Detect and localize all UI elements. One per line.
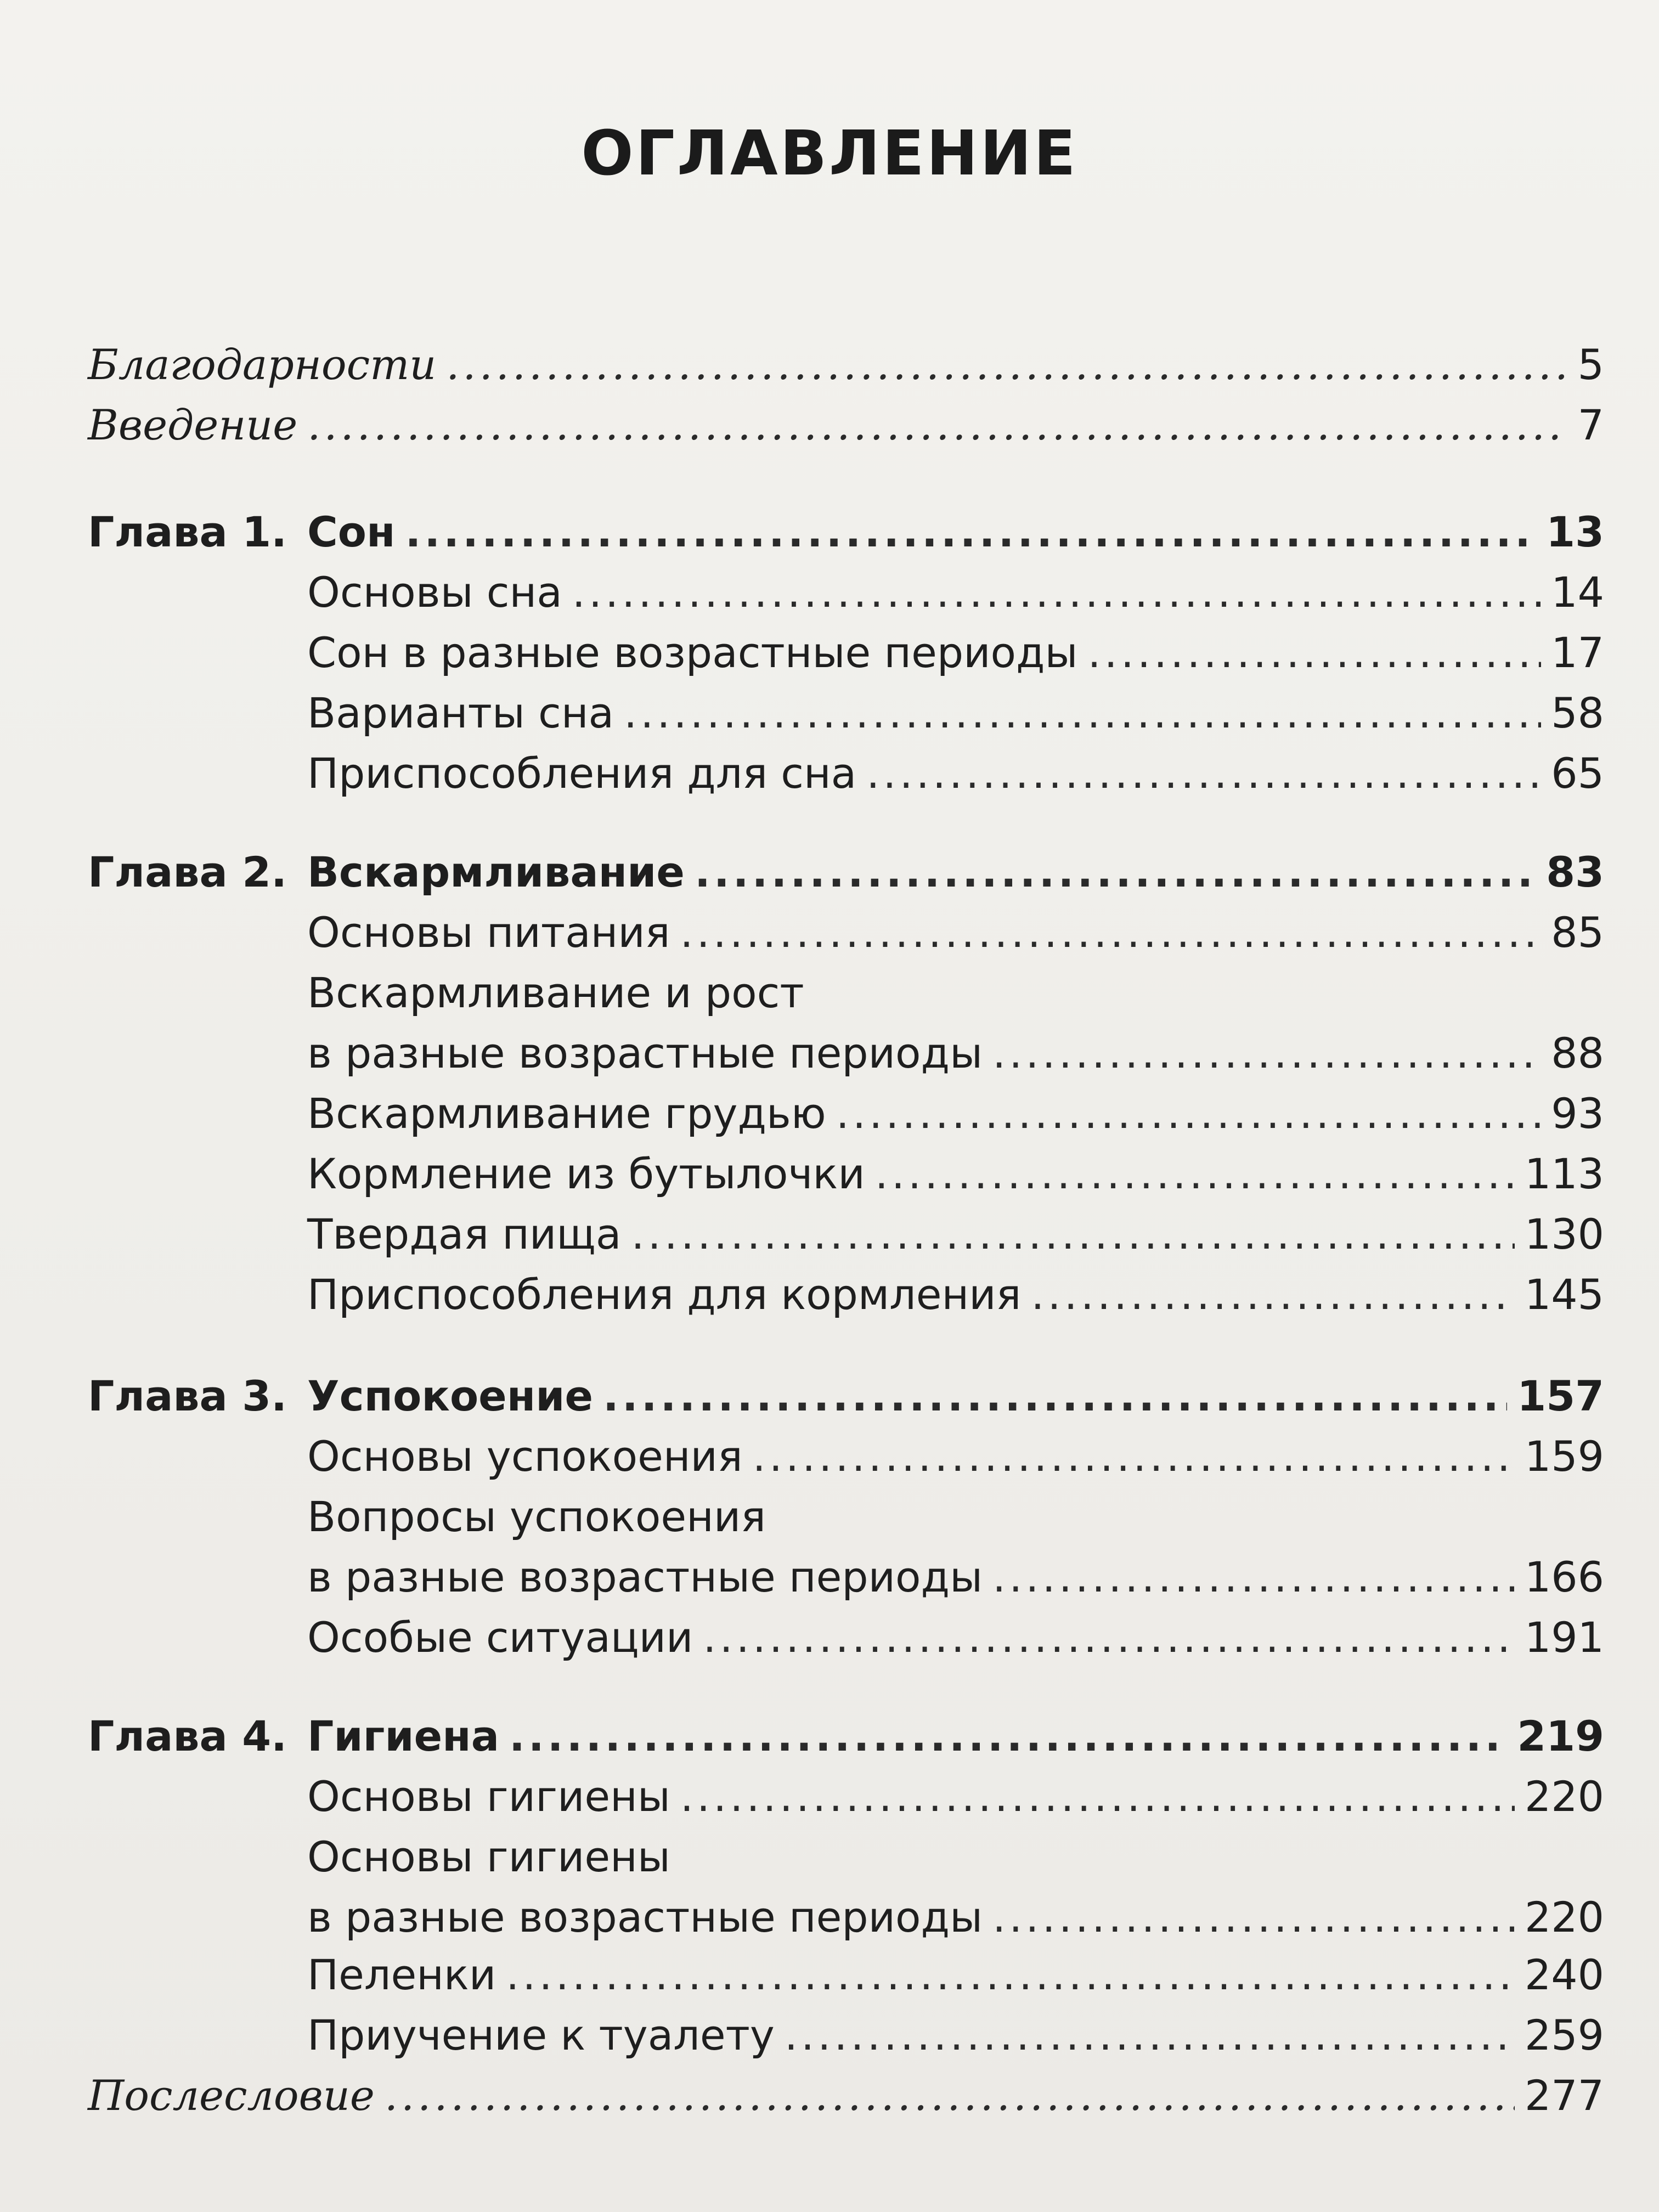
section-title: Приспособления для сна	[307, 749, 857, 798]
dot-leader	[992, 1023, 1541, 1084]
section-title: Варианты сна	[307, 689, 614, 737]
entry-page: 145	[1524, 1270, 1604, 1319]
toc-entry-acknowledgements	[88, 335, 1604, 395]
entry-page: 220	[1524, 1772, 1604, 1821]
toc-section	[307, 1547, 1604, 1607]
section-title: Приучение к туалету	[307, 2011, 775, 2059]
section-title: в разные возрастные периоды	[307, 1553, 983, 1601]
page-title: ОГЛАВЛЕНИЕ	[581, 118, 1078, 189]
entry-page: 157	[1517, 1372, 1604, 1420]
chapter-number: Глава 4.	[88, 1712, 287, 1760]
toc-section	[307, 1767, 1604, 1827]
dot-leader	[753, 1426, 1515, 1487]
toc-chapter-2	[88, 842, 1604, 902]
dot-leader	[836, 1084, 1542, 1144]
toc-entry-afterword	[88, 2066, 1604, 2126]
dot-leader	[695, 842, 1536, 902]
section-title: в разные возрастные периоды	[307, 1029, 983, 1077]
dot-leader	[1031, 1265, 1515, 1325]
entry-page: 130	[1524, 1210, 1604, 1259]
entry-title: Послесловие	[88, 2071, 375, 2120]
entry-page: 259	[1524, 2011, 1604, 2059]
dot-leader	[680, 1767, 1515, 1827]
toc-section-line	[307, 1487, 1604, 1547]
dot-leader	[680, 902, 1541, 963]
dot-leader	[992, 1887, 1515, 1948]
toc-section	[307, 683, 1604, 743]
entry-page: 277	[1524, 2071, 1604, 2120]
toc-section	[307, 902, 1604, 963]
toc-section	[307, 1084, 1604, 1144]
dot-leader	[446, 335, 1567, 395]
toc-section	[307, 1023, 1604, 1084]
dot-leader	[866, 743, 1541, 804]
entry-page: 5	[1577, 340, 1604, 389]
section-title: в разные возрастные периоды	[307, 1893, 983, 1942]
toc-section	[307, 1426, 1604, 1487]
section-title: Особые ситуации	[307, 1613, 693, 1662]
entry-page: 58	[1551, 689, 1604, 737]
section-title: Приспособления для кормления	[307, 1270, 1022, 1319]
section-title: Вскармливание грудью	[307, 1089, 826, 1138]
chapter-number: Глава 2.	[88, 848, 287, 896]
dot-leader	[506, 1945, 1515, 2005]
toc-section	[307, 1607, 1604, 1668]
chapter-title: Сон	[307, 507, 396, 556]
toc-section	[307, 1204, 1604, 1265]
toc-section	[307, 562, 1604, 623]
section-title: Основы питания	[307, 908, 670, 957]
dot-leader	[785, 2005, 1515, 2066]
dot-leader	[624, 683, 1541, 743]
dot-leader	[703, 1607, 1515, 1668]
toc-entry-introduction	[88, 395, 1604, 455]
section-title: Основы гигиены	[307, 1772, 670, 1821]
entry-page: 159	[1524, 1432, 1604, 1481]
section-title: Кормление из бутылочки	[307, 1149, 865, 1198]
entry-page: 88	[1551, 1029, 1604, 1077]
entry-title: Благодарности	[88, 340, 437, 389]
entry-page: 240	[1524, 1950, 1604, 1999]
entry-page: 83	[1546, 848, 1604, 896]
toc-section-line	[307, 963, 1604, 1023]
toc-section	[307, 1144, 1604, 1204]
section-title: Вопросы успокоения	[307, 1492, 766, 1541]
toc-chapter-1	[88, 502, 1604, 562]
entry-page: 85	[1551, 908, 1604, 957]
toc-section	[307, 2005, 1604, 2066]
toc-section	[307, 1265, 1604, 1325]
entry-page: 13	[1546, 507, 1604, 556]
chapter-title: Успокоение	[307, 1372, 594, 1420]
section-title: Пеленки	[307, 1950, 496, 1999]
entry-page: 220	[1524, 1893, 1604, 1942]
chapter-title: Гигиена	[307, 1712, 499, 1760]
entry-page: 166	[1524, 1553, 1604, 1601]
entry-page: 113	[1524, 1149, 1604, 1198]
section-title: Основы сна	[307, 568, 562, 617]
entry-page: 191	[1524, 1613, 1604, 1662]
entry-page: 65	[1551, 749, 1604, 798]
chapter-title: Вскармливание	[307, 848, 685, 896]
toc-chapter-3	[88, 1366, 1604, 1426]
dot-leader	[385, 2066, 1515, 2126]
dot-leader	[405, 502, 1537, 562]
dot-leader	[572, 562, 1541, 623]
section-title: Твердая пища	[307, 1210, 622, 1259]
dot-leader	[509, 1706, 1507, 1767]
dot-leader	[631, 1204, 1514, 1265]
section-title: Вскармливание и рост	[307, 968, 804, 1017]
dot-leader	[603, 1366, 1507, 1426]
dot-leader	[992, 1547, 1515, 1607]
dot-leader	[875, 1144, 1515, 1204]
toc-section	[307, 1887, 1604, 1948]
toc-section	[307, 1945, 1604, 2005]
entry-page: 93	[1551, 1089, 1604, 1138]
section-title: Основы гигиены	[307, 1832, 670, 1881]
entry-page: 219	[1517, 1712, 1604, 1760]
toc-section	[307, 743, 1604, 804]
entry-page: 17	[1551, 628, 1604, 677]
chapter-number: Глава 1.	[88, 507, 287, 556]
entry-page: 7	[1577, 400, 1604, 449]
section-title: Основы успокоения	[307, 1432, 743, 1481]
chapter-number: Глава 3.	[88, 1372, 287, 1420]
entry-page: 14	[1551, 568, 1604, 617]
toc-section	[307, 623, 1604, 683]
dot-leader	[1088, 623, 1542, 683]
entry-title: Введение	[88, 400, 298, 449]
section-title: Сон в разные возрастные периоды	[307, 628, 1078, 677]
toc-chapter-4	[88, 1706, 1604, 1767]
dot-leader	[307, 395, 1567, 455]
toc-section-line	[307, 1827, 1604, 1887]
